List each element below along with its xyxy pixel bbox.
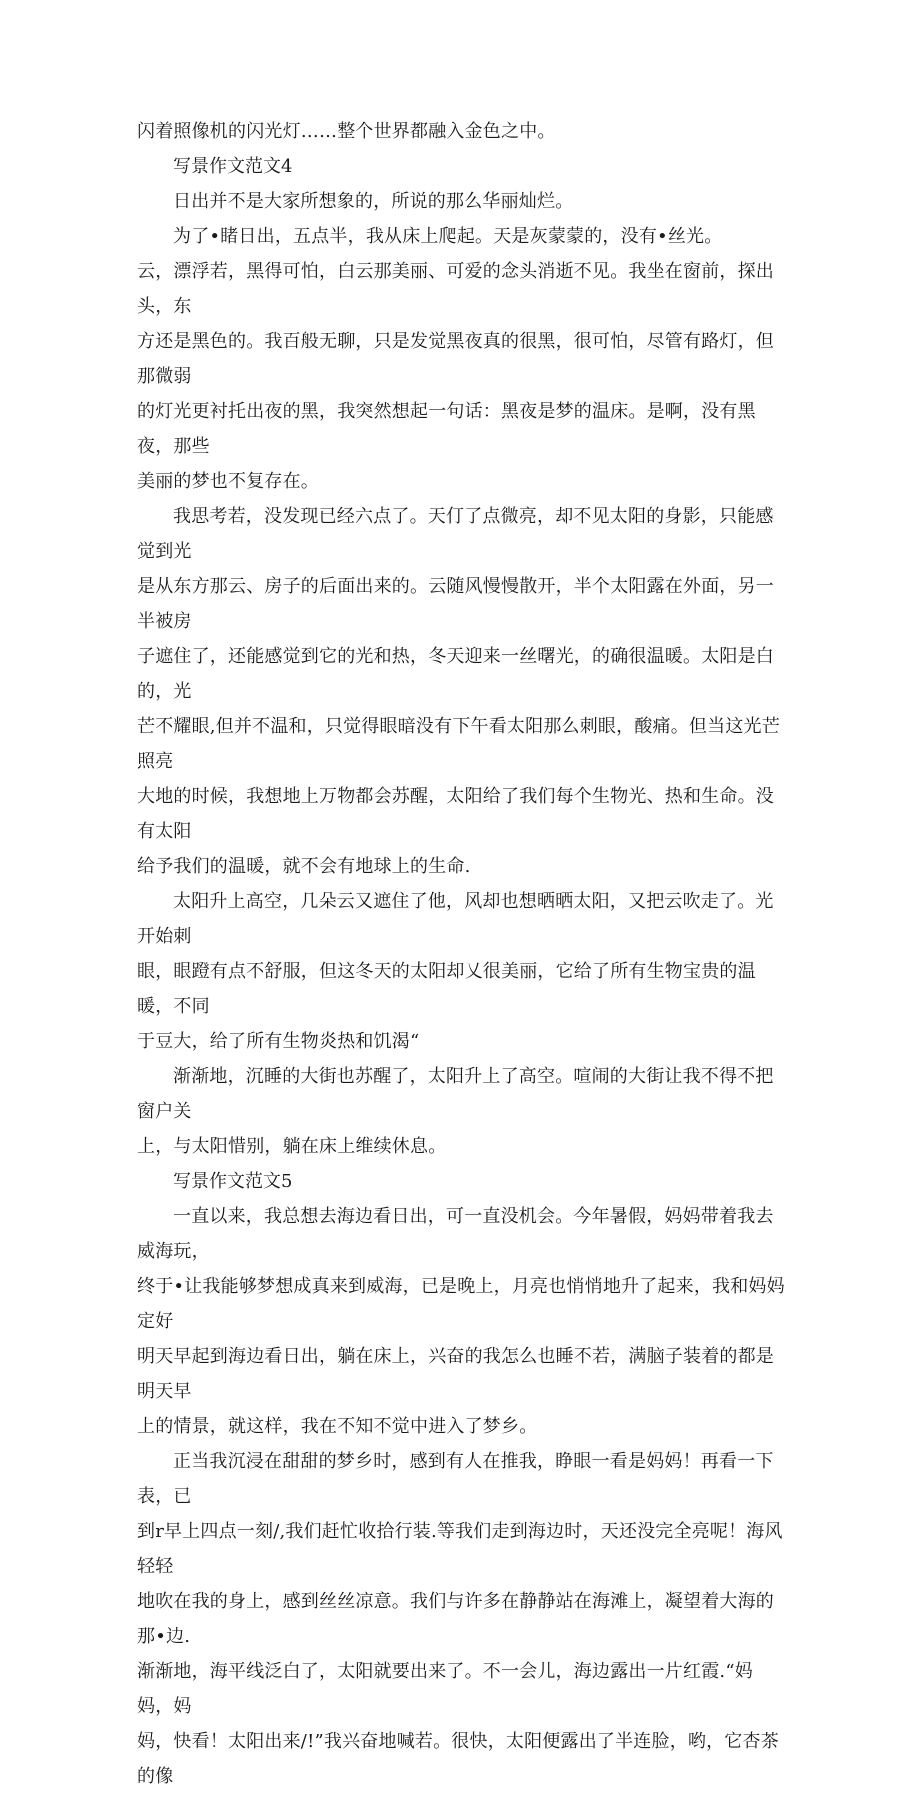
paragraph: 我思考若，没发现已经六点了。天仃了点微亮，却不见太阳的身影，只能感觉到光 是从东方那云、房子的后面出来的。云随风慢慢散开，半个太阳露在外面，另一半被房 子遮住了，还能感觉到它的光和热，冬天迎来一丝曙光，的确很温暖。太阳是白的，光 芒不耀眼,但并不温和，只觉得眼暗没有下午看太阳那么刺眼，酸痛。但当这光芒照亮 大地的时候，我想地上万物都会苏醒，太阳给了我们每个生物光、热和生命。没有太阳 给予我们的温暖，就不会有地球上的生命. <box>137 506 780 877</box>
section-heading: 写景作文范文5 <box>173 1171 293 1192</box>
paragraph: 渐渐地，沉睡的大街也苏醒了，太阳升上了高空。喧闹的大街让我不得不把窗户关 上，与太阳惜别，躺在床上维续休息。 <box>137 1066 774 1157</box>
paragraph: 闪着照像机的闪光灯……整个世界都融入金色之中。 <box>137 121 556 142</box>
document-body <box>137 114 787 1794</box>
section-heading: 写景作文范文4 <box>173 156 293 177</box>
paragraph: 一直以来，我总想去海边看日出，可一直没机会。今年暑假，妈妈带着我去威海玩， 终于•让我能够梦想成真来到威海，已是晚上，月亮也悄悄地升了起来，我和妈妈定好 明天早起到海边看日出，躺在床上，兴奋的我怎么也睡不若，满脑子装着的都是明天早 上的情景，就这样，我在不知不觉中进入了梦乡。 <box>137 1206 785 1437</box>
paragraph: 云，漂浮若，黑得可怕，白云那美丽、可爱的念头消逝不见。我坐在窗前，探出头，东 方还是黑色的。我百般无聊，只是发觉黑夜真的很黑，很可怕，尽管有路灯，但那微弱 的灯光更衬托出夜的黑，我突然想起一句话：黑夜是梦的温床。是啊，没有黑夜，那些 美丽的梦也不复存在。 <box>137 261 774 492</box>
paragraph: 日出并不是大家所想象的，所说的那么华丽灿烂。 <box>173 191 574 212</box>
paragraph: 为了•睹日出，五点半，我从床上爬起。天是灰蒙蒙的，没有•丝光。 <box>173 226 723 247</box>
paragraph: 太阳升上高空，几朵云又遮住了他，风却也想晒晒太阳，又把云吹走了。光开始刺 眼，眼蹬有点不舒服，但这冬天的太阳却乂很美丽，它给了所有生物宝贵的温暖，不同 于豆大，给了所有生物炎热和饥渴“ <box>137 891 774 1052</box>
paragraph: 正当我沉浸在甜甜的梦乡时，感到有人在推我，睁眼一看是妈妈！再看一下表，已 到r早上四点一刻/,我们赶忙收拾行装.等我们走到海边时，天还没完全亮呢！海风轻轻 地吹在我的身上，感到丝丝凉意。我们与许多在静静站在海滩上，凝望着大海的那•边. 渐渐地，海平线泛白了，太阳就要出来了。不一会儿，海边露出一片红霞.“妈妈，妈 妈，快看！太阳出来/!”我兴奋地喊若。很快，太阳便露出了半连脸，哟，它杏茶的像 <box>137 1451 783 1787</box>
